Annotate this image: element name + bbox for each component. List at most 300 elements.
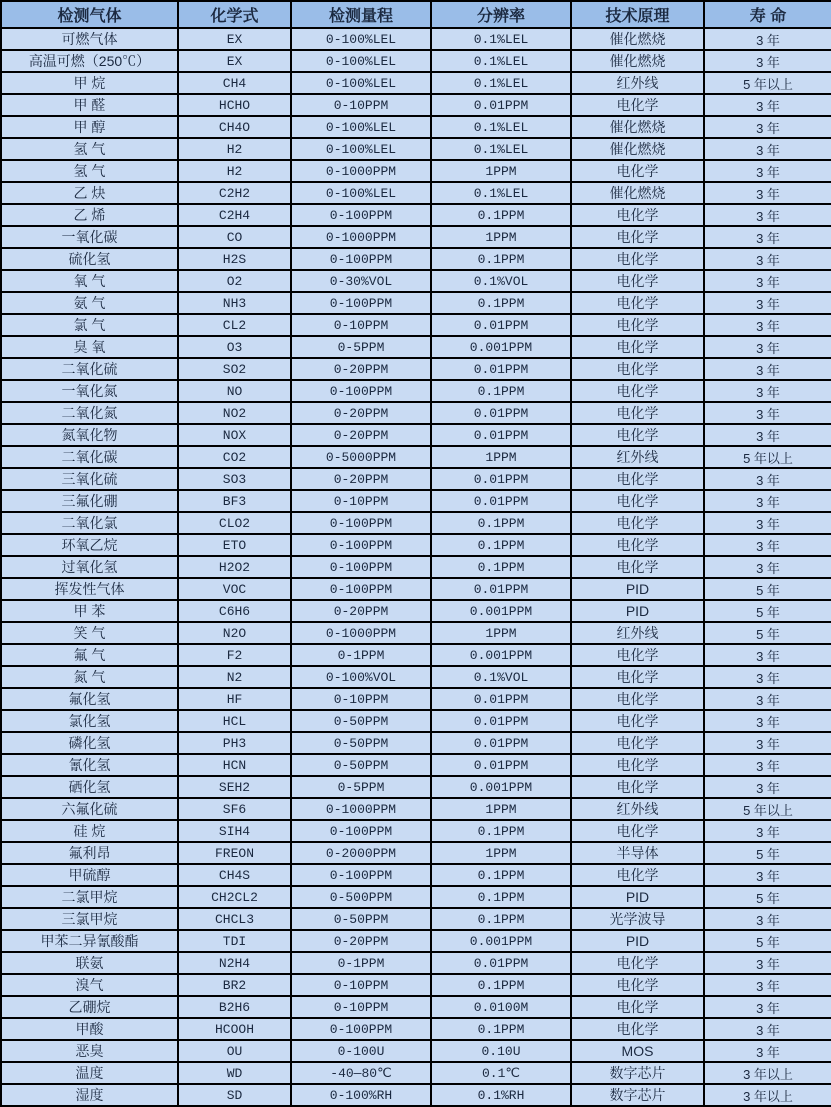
cell-resolution: 1PPM xyxy=(431,226,571,248)
cell-gas: 温度 xyxy=(1,1062,178,1084)
table-row xyxy=(1,952,831,974)
cell-resolution: 0.1PPM xyxy=(431,204,571,226)
table-row xyxy=(1,468,831,490)
column-header-formula: 化学式 xyxy=(178,1,291,28)
cell-lifespan: 3 年 xyxy=(704,644,831,666)
cell-range: 0-100%LEL xyxy=(291,138,431,160)
cell-formula: H2O2 xyxy=(178,556,291,578)
cell-range: 0-30%VOL xyxy=(291,270,431,292)
cell-principle: 红外线 xyxy=(571,446,704,468)
cell-gas: 氮 气 xyxy=(1,666,178,688)
cell-formula: HCL xyxy=(178,710,291,732)
cell-range: 0-100PPM xyxy=(291,292,431,314)
cell-principle: 电化学 xyxy=(571,754,704,776)
cell-range: 0-1000PPM xyxy=(291,798,431,820)
table-row xyxy=(1,798,831,820)
cell-formula: O2 xyxy=(178,270,291,292)
table-row xyxy=(1,1040,831,1062)
cell-gas: 氟化氢 xyxy=(1,688,178,710)
cell-range: 0-50PPM xyxy=(291,754,431,776)
cell-formula: EX xyxy=(178,50,291,72)
cell-resolution: 0.01PPM xyxy=(431,952,571,974)
table-row xyxy=(1,908,831,930)
cell-gas: 可燃气体 xyxy=(1,28,178,50)
cell-principle: 催化燃烧 xyxy=(571,182,704,204)
cell-principle: 电化学 xyxy=(571,556,704,578)
cell-lifespan: 3 年 xyxy=(704,1040,831,1062)
cell-gas: 甲酸 xyxy=(1,1018,178,1040)
cell-gas: 联氨 xyxy=(1,952,178,974)
cell-gas: 三氟化硼 xyxy=(1,490,178,512)
table-row xyxy=(1,930,831,952)
cell-resolution: 0.1PPM xyxy=(431,1018,571,1040)
cell-gas: 一氧化氮 xyxy=(1,380,178,402)
cell-formula: N2 xyxy=(178,666,291,688)
cell-gas: 氢 气 xyxy=(1,138,178,160)
cell-formula: NOX xyxy=(178,424,291,446)
cell-gas: 二氧化氯 xyxy=(1,512,178,534)
table-row xyxy=(1,204,831,226)
cell-lifespan: 3 年 xyxy=(704,776,831,798)
cell-gas: 笑 气 xyxy=(1,622,178,644)
cell-resolution: 0.1%LEL xyxy=(431,182,571,204)
cell-gas: 氟利昂 xyxy=(1,842,178,864)
table-row xyxy=(1,1062,831,1084)
table-row xyxy=(1,226,831,248)
cell-principle: 电化学 xyxy=(571,94,704,116)
cell-lifespan: 3 年 xyxy=(704,820,831,842)
cell-range: 0-1000PPM xyxy=(291,622,431,644)
cell-principle: 电化学 xyxy=(571,512,704,534)
table-row xyxy=(1,578,831,600)
cell-lifespan: 3 年 xyxy=(704,226,831,248)
cell-range: 0-2000PPM xyxy=(291,842,431,864)
cell-gas: 氧 气 xyxy=(1,270,178,292)
cell-resolution: 0.1PPM xyxy=(431,886,571,908)
cell-resolution: 0.1%VOL xyxy=(431,666,571,688)
cell-principle: 半导体 xyxy=(571,842,704,864)
cell-principle: 催化燃烧 xyxy=(571,28,704,50)
cell-gas: 溴气 xyxy=(1,974,178,996)
cell-principle: 数字芯片 xyxy=(571,1062,704,1084)
table-row xyxy=(1,776,831,798)
cell-lifespan: 3 年 xyxy=(704,336,831,358)
cell-resolution: 1PPM xyxy=(431,842,571,864)
cell-resolution: 0.001PPM xyxy=(431,930,571,952)
table-row xyxy=(1,600,831,622)
cell-gas: 一氧化碳 xyxy=(1,226,178,248)
cell-lifespan: 3 年 xyxy=(704,402,831,424)
cell-resolution: 0.1PPM xyxy=(431,292,571,314)
cell-principle: 光学波导 xyxy=(571,908,704,930)
cell-lifespan: 3 年以上 xyxy=(704,1084,831,1106)
cell-range: 0-5000PPM xyxy=(291,446,431,468)
cell-principle: 电化学 xyxy=(571,996,704,1018)
cell-formula: HCHO xyxy=(178,94,291,116)
cell-formula: EX xyxy=(178,28,291,50)
table-row xyxy=(1,754,831,776)
table-row xyxy=(1,424,831,446)
cell-range: 0-100PPM xyxy=(291,248,431,270)
cell-lifespan: 5 年 xyxy=(704,930,831,952)
column-header-resolution: 分辨率 xyxy=(431,1,571,28)
cell-lifespan: 3 年 xyxy=(704,138,831,160)
cell-formula: N2O xyxy=(178,622,291,644)
cell-resolution: 0.1PPM xyxy=(431,864,571,886)
cell-formula: CO xyxy=(178,226,291,248)
table-row xyxy=(1,402,831,424)
cell-formula: N2H4 xyxy=(178,952,291,974)
cell-formula: ETO xyxy=(178,534,291,556)
cell-resolution: 0.001PPM xyxy=(431,336,571,358)
cell-range: 0-100U xyxy=(291,1040,431,1062)
cell-range: 0-10PPM xyxy=(291,996,431,1018)
table-row xyxy=(1,490,831,512)
column-header-range: 检测量程 xyxy=(291,1,431,28)
cell-principle: 电化学 xyxy=(571,160,704,182)
cell-range: 0-100%LEL xyxy=(291,50,431,72)
cell-formula: SO2 xyxy=(178,358,291,380)
cell-principle: 电化学 xyxy=(571,314,704,336)
cell-resolution: 1PPM xyxy=(431,622,571,644)
cell-formula: FREON xyxy=(178,842,291,864)
cell-resolution: 0.01PPM xyxy=(431,710,571,732)
cell-lifespan: 3 年 xyxy=(704,182,831,204)
cell-formula: HCN xyxy=(178,754,291,776)
cell-resolution: 0.001PPM xyxy=(431,600,571,622)
cell-resolution: 0.1%LEL xyxy=(431,116,571,138)
table-row xyxy=(1,556,831,578)
cell-gas: 乙 烯 xyxy=(1,204,178,226)
cell-formula: CH2CL2 xyxy=(178,886,291,908)
table-row xyxy=(1,380,831,402)
cell-lifespan: 3 年 xyxy=(704,468,831,490)
cell-range: -40—80℃ xyxy=(291,1062,431,1084)
cell-lifespan: 3 年 xyxy=(704,358,831,380)
cell-lifespan: 3 年 xyxy=(704,534,831,556)
table-row xyxy=(1,50,831,72)
cell-lifespan: 5 年 xyxy=(704,622,831,644)
cell-formula: HF xyxy=(178,688,291,710)
cell-resolution: 0.1%LEL xyxy=(431,28,571,50)
cell-formula: NO xyxy=(178,380,291,402)
cell-gas: 甲苯二异氰酸酯 xyxy=(1,930,178,952)
cell-principle: 电化学 xyxy=(571,248,704,270)
cell-range: 0-20PPM xyxy=(291,600,431,622)
cell-range: 0-20PPM xyxy=(291,424,431,446)
cell-range: 0-10PPM xyxy=(291,974,431,996)
table-row xyxy=(1,512,831,534)
cell-resolution: 0.01PPM xyxy=(431,732,571,754)
cell-principle: 电化学 xyxy=(571,358,704,380)
cell-resolution: 0.01PPM xyxy=(431,490,571,512)
cell-principle: PID xyxy=(571,930,704,952)
cell-formula: NH3 xyxy=(178,292,291,314)
cell-resolution: 0.1PPM xyxy=(431,974,571,996)
cell-resolution: 0.0100M xyxy=(431,996,571,1018)
cell-lifespan: 3 年 xyxy=(704,556,831,578)
cell-lifespan: 3 年 xyxy=(704,380,831,402)
cell-principle: 电化学 xyxy=(571,468,704,490)
cell-resolution: 1PPM xyxy=(431,446,571,468)
cell-formula: B2H6 xyxy=(178,996,291,1018)
cell-resolution: 0.10U xyxy=(431,1040,571,1062)
cell-resolution: 0.1%VOL xyxy=(431,270,571,292)
cell-gas: 甲 醇 xyxy=(1,116,178,138)
cell-lifespan: 5 年以上 xyxy=(704,72,831,94)
cell-range: 0-100PPM xyxy=(291,556,431,578)
table-row xyxy=(1,160,831,182)
cell-range: 0-20PPM xyxy=(291,402,431,424)
cell-range: 0-1PPM xyxy=(291,952,431,974)
cell-gas: 硫化氢 xyxy=(1,248,178,270)
cell-gas: 氯化氢 xyxy=(1,710,178,732)
cell-resolution: 1PPM xyxy=(431,798,571,820)
cell-gas: 环氧乙烷 xyxy=(1,534,178,556)
table-row xyxy=(1,644,831,666)
cell-lifespan: 3 年 xyxy=(704,908,831,930)
cell-resolution: 0.1℃ xyxy=(431,1062,571,1084)
cell-principle: 电化学 xyxy=(571,270,704,292)
cell-range: 0-500PPM xyxy=(291,886,431,908)
cell-gas: 甲 苯 xyxy=(1,600,178,622)
table-body xyxy=(1,28,831,1106)
cell-formula: CH4O xyxy=(178,116,291,138)
table-row xyxy=(1,446,831,468)
cell-range: 0-20PPM xyxy=(291,930,431,952)
table-row xyxy=(1,72,831,94)
cell-resolution: 0.1%LEL xyxy=(431,72,571,94)
cell-gas: 甲硫醇 xyxy=(1,864,178,886)
cell-gas: 硒化氢 xyxy=(1,776,178,798)
cell-lifespan: 3 年 xyxy=(704,710,831,732)
cell-lifespan: 3 年 xyxy=(704,204,831,226)
table-row xyxy=(1,116,831,138)
cell-principle: 电化学 xyxy=(571,226,704,248)
cell-principle: 电化学 xyxy=(571,292,704,314)
cell-range: 0-100%RH xyxy=(291,1084,431,1106)
cell-principle: 电化学 xyxy=(571,644,704,666)
table-row xyxy=(1,886,831,908)
cell-gas: 硅 烷 xyxy=(1,820,178,842)
cell-formula: CH4S xyxy=(178,864,291,886)
cell-resolution: 0.1PPM xyxy=(431,820,571,842)
cell-resolution: 0.1PPM xyxy=(431,534,571,556)
cell-lifespan: 3 年 xyxy=(704,666,831,688)
cell-lifespan: 5 年以上 xyxy=(704,446,831,468)
header-row xyxy=(1,1,831,28)
cell-lifespan: 3 年 xyxy=(704,116,831,138)
cell-gas: 二氧化碳 xyxy=(1,446,178,468)
cell-formula: SEH2 xyxy=(178,776,291,798)
cell-resolution: 0.01PPM xyxy=(431,688,571,710)
table-row xyxy=(1,1084,831,1106)
cell-lifespan: 3 年 xyxy=(704,270,831,292)
table-row xyxy=(1,28,831,50)
cell-lifespan: 3 年 xyxy=(704,1018,831,1040)
cell-resolution: 0.1PPM xyxy=(431,512,571,534)
cell-resolution: 0.1PPM xyxy=(431,908,571,930)
table-row xyxy=(1,732,831,754)
cell-resolution: 0.01PPM xyxy=(431,314,571,336)
cell-resolution: 1PPM xyxy=(431,160,571,182)
cell-range: 0-1PPM xyxy=(291,644,431,666)
cell-principle: 红外线 xyxy=(571,798,704,820)
table-row xyxy=(1,534,831,556)
cell-formula: H2S xyxy=(178,248,291,270)
cell-range: 0-5PPM xyxy=(291,336,431,358)
cell-formula: WD xyxy=(178,1062,291,1084)
cell-principle: 数字芯片 xyxy=(571,1084,704,1106)
cell-formula: CL2 xyxy=(178,314,291,336)
cell-principle: 电化学 xyxy=(571,204,704,226)
cell-gas: 三氯甲烷 xyxy=(1,908,178,930)
cell-principle: 电化学 xyxy=(571,380,704,402)
cell-lifespan: 3 年 xyxy=(704,732,831,754)
cell-range: 0-100PPM xyxy=(291,1018,431,1040)
table-row xyxy=(1,996,831,1018)
cell-formula: BF3 xyxy=(178,490,291,512)
cell-formula: SD xyxy=(178,1084,291,1106)
cell-range: 0-100%LEL xyxy=(291,28,431,50)
cell-principle: 电化学 xyxy=(571,688,704,710)
cell-formula: SF6 xyxy=(178,798,291,820)
cell-range: 0-100%LEL xyxy=(291,116,431,138)
cell-range: 0-100PPM xyxy=(291,820,431,842)
cell-resolution: 0.01PPM xyxy=(431,578,571,600)
cell-gas: 氨 气 xyxy=(1,292,178,314)
cell-formula: BR2 xyxy=(178,974,291,996)
cell-resolution: 0.01PPM xyxy=(431,424,571,446)
table-header xyxy=(1,1,831,28)
cell-resolution: 0.01PPM xyxy=(431,94,571,116)
table-row xyxy=(1,820,831,842)
table-row xyxy=(1,94,831,116)
cell-resolution: 0.01PPM xyxy=(431,358,571,380)
cell-principle: MOS xyxy=(571,1040,704,1062)
cell-gas: 二氧化氮 xyxy=(1,402,178,424)
cell-lifespan: 3 年 xyxy=(704,292,831,314)
cell-principle: PID xyxy=(571,600,704,622)
cell-principle: 电化学 xyxy=(571,974,704,996)
cell-range: 0-100PPM xyxy=(291,380,431,402)
cell-gas: 氰化氢 xyxy=(1,754,178,776)
column-header-gas: 检测气体 xyxy=(1,1,178,28)
cell-gas: 氟 气 xyxy=(1,644,178,666)
cell-formula: C2H4 xyxy=(178,204,291,226)
cell-formula: F2 xyxy=(178,644,291,666)
table-row xyxy=(1,292,831,314)
cell-lifespan: 3 年 xyxy=(704,160,831,182)
table-row xyxy=(1,974,831,996)
cell-gas: 恶臭 xyxy=(1,1040,178,1062)
cell-lifespan: 3 年 xyxy=(704,248,831,270)
cell-formula: H2 xyxy=(178,160,291,182)
table-row xyxy=(1,314,831,336)
cell-gas: 二氧化硫 xyxy=(1,358,178,380)
cell-formula: CHCL3 xyxy=(178,908,291,930)
table-row xyxy=(1,336,831,358)
cell-principle: 催化燃烧 xyxy=(571,138,704,160)
table-row xyxy=(1,864,831,886)
cell-gas: 氢 气 xyxy=(1,160,178,182)
table-row xyxy=(1,270,831,292)
cell-lifespan: 5 年 xyxy=(704,600,831,622)
cell-lifespan: 3 年以上 xyxy=(704,1062,831,1084)
cell-lifespan: 3 年 xyxy=(704,754,831,776)
cell-range: 0-100%VOL xyxy=(291,666,431,688)
cell-formula: NO2 xyxy=(178,402,291,424)
cell-principle: 电化学 xyxy=(571,1018,704,1040)
cell-gas: 高温可燃（250℃） xyxy=(1,50,178,72)
cell-formula: CH4 xyxy=(178,72,291,94)
cell-lifespan: 3 年 xyxy=(704,490,831,512)
cell-lifespan: 5 年以上 xyxy=(704,798,831,820)
cell-principle: 红外线 xyxy=(571,622,704,644)
cell-gas: 甲 烷 xyxy=(1,72,178,94)
table-row xyxy=(1,666,831,688)
column-header-lifespan: 寿 命 xyxy=(704,1,831,28)
cell-resolution: 0.001PPM xyxy=(431,776,571,798)
cell-gas: 六氟化硫 xyxy=(1,798,178,820)
cell-gas: 过氧化氢 xyxy=(1,556,178,578)
table-row xyxy=(1,688,831,710)
cell-formula: C2H2 xyxy=(178,182,291,204)
cell-resolution: 0.001PPM xyxy=(431,644,571,666)
cell-formula: VOC xyxy=(178,578,291,600)
table-row xyxy=(1,622,831,644)
cell-lifespan: 3 年 xyxy=(704,996,831,1018)
cell-formula: TDI xyxy=(178,930,291,952)
cell-lifespan: 3 年 xyxy=(704,424,831,446)
cell-resolution: 0.1PPM xyxy=(431,380,571,402)
cell-formula: HCOOH xyxy=(178,1018,291,1040)
cell-gas: 臭 氧 xyxy=(1,336,178,358)
cell-resolution: 0.01PPM xyxy=(431,468,571,490)
table-row xyxy=(1,710,831,732)
cell-range: 0-50PPM xyxy=(291,908,431,930)
cell-range: 0-50PPM xyxy=(291,732,431,754)
cell-range: 0-1000PPM xyxy=(291,160,431,182)
cell-resolution: 0.1%LEL xyxy=(431,138,571,160)
cell-lifespan: 3 年 xyxy=(704,50,831,72)
cell-principle: 电化学 xyxy=(571,732,704,754)
cell-principle: PID xyxy=(571,578,704,600)
cell-principle: 电化学 xyxy=(571,710,704,732)
cell-principle: 电化学 xyxy=(571,776,704,798)
cell-formula: PH3 xyxy=(178,732,291,754)
cell-resolution: 0.1PPM xyxy=(431,556,571,578)
cell-gas: 三氧化硫 xyxy=(1,468,178,490)
cell-principle: 催化燃烧 xyxy=(571,50,704,72)
cell-formula: SIH4 xyxy=(178,820,291,842)
cell-resolution: 0.1%LEL xyxy=(431,50,571,72)
cell-lifespan: 3 年 xyxy=(704,94,831,116)
cell-principle: 电化学 xyxy=(571,490,704,512)
cell-lifespan: 5 年 xyxy=(704,842,831,864)
cell-formula: SO3 xyxy=(178,468,291,490)
cell-range: 0-5PPM xyxy=(291,776,431,798)
cell-gas: 氯 气 xyxy=(1,314,178,336)
cell-lifespan: 5 年 xyxy=(704,578,831,600)
cell-resolution: 0.01PPM xyxy=(431,754,571,776)
cell-gas: 湿度 xyxy=(1,1084,178,1106)
cell-range: 0-100PPM xyxy=(291,204,431,226)
cell-principle: 电化学 xyxy=(571,666,704,688)
cell-range: 0-10PPM xyxy=(291,314,431,336)
table-row xyxy=(1,358,831,380)
table-row xyxy=(1,1018,831,1040)
